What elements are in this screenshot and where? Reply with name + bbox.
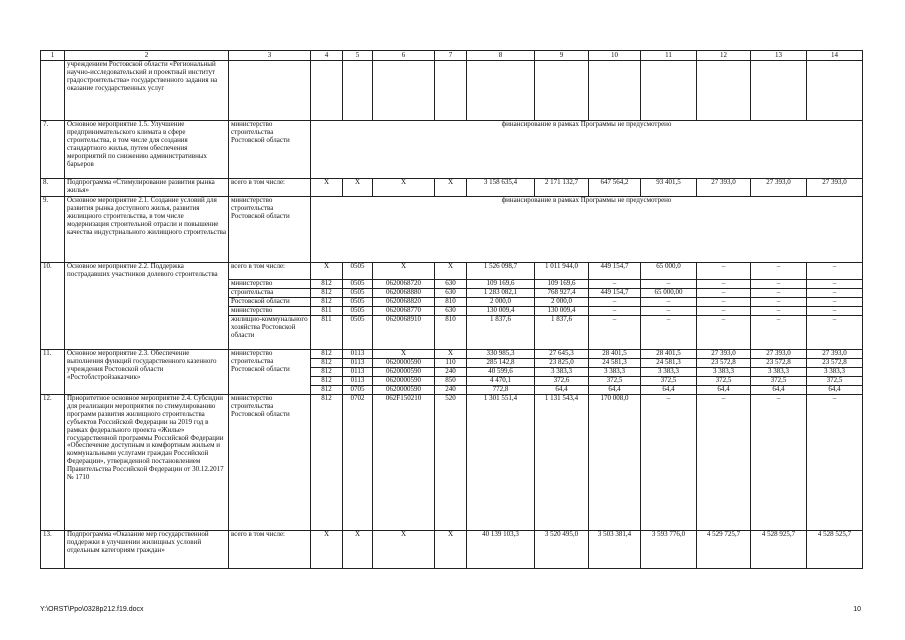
row-name: Подпрограмма «Оказание мер государственной поддержки в улучшении жилищных условий отдельным категориям граждан»	[65, 531, 229, 569]
cell: –	[641, 307, 697, 316]
cell: 630	[435, 280, 467, 289]
cell: 0620000590	[373, 386, 435, 395]
cell: 3 503 381,4	[589, 531, 641, 569]
table-row	[41, 395, 863, 531]
cell: –	[641, 298, 697, 307]
row-name: Основное мероприятие 1.5. Улучшение предпринимательского климата в сфере строительства, в том числе для создания стандартного жилья, путем обеспечения мероприятий по снижению административных барьеров	[65, 121, 229, 179]
cell: 0505	[343, 289, 373, 298]
row-executor: министерство строительства Ростовской области	[229, 121, 311, 179]
cell: 0505	[343, 307, 373, 316]
cell: –	[697, 298, 751, 307]
cell: 1 837,6	[535, 316, 589, 350]
cell: 812	[311, 386, 343, 395]
row-number: 9.	[41, 197, 65, 263]
cell: 109 169,6	[467, 280, 535, 289]
cell: 330 985,3	[467, 350, 535, 359]
cell: Х	[435, 263, 467, 280]
cell: 772,8	[467, 386, 535, 395]
cell: 170 008,0	[589, 395, 641, 531]
cell: 0113	[343, 359, 373, 368]
cell: 24 581,3	[589, 359, 641, 368]
cell: 65 000,0	[641, 263, 697, 280]
cell: Х	[311, 531, 343, 569]
cell: 64,4	[697, 386, 751, 395]
row-number: 13.	[41, 531, 65, 569]
cell: 27 393,0	[751, 350, 807, 359]
row-executor: министерство строительства Ростовской области	[229, 197, 311, 263]
cell: 0113	[343, 350, 373, 359]
cell: 0620068720	[373, 280, 435, 289]
column-number-row	[41, 51, 863, 61]
cell: 0620068770	[373, 307, 435, 316]
row-name: Приоритетное основное мероприятие 2.4. Субсидии для реализации мероприятия по стимулированию программ развития жилищного строительства субъектов Российской Федерации на 2019 год в рамках федерального проекта «Жилье» государственной программы Российской Федерации «Обеспечение доступным и комфортным жильем и коммунальными услугами граждан Российской Федерации», утвержденной постановлением Правительства Российской Федерации от 30.12.2017 № 1710	[65, 395, 229, 531]
cell: –	[697, 307, 751, 316]
cell: 812	[311, 377, 343, 386]
col-number: 1	[41, 51, 65, 61]
cell: Х	[373, 263, 435, 280]
row-executor: министерство	[229, 307, 311, 316]
cell: 0505	[343, 263, 373, 280]
cell: –	[751, 307, 807, 316]
row-number: 12.	[41, 395, 65, 531]
cell: 110	[435, 359, 467, 368]
cell: 64,4	[751, 386, 807, 395]
row-executor: строительства	[229, 289, 311, 298]
cell: –	[807, 289, 863, 298]
cell: 1 837,6	[467, 316, 535, 350]
cell: 2 171 132,7	[535, 179, 589, 197]
cell: 3 383,3	[807, 368, 863, 377]
col-number: 4	[311, 51, 343, 61]
row-executor: всего в том числе:	[229, 531, 311, 569]
cell: 3 383,3	[535, 368, 589, 377]
col-number: 9	[535, 51, 589, 61]
row-executor: министерство	[229, 280, 311, 289]
col-number: 6	[373, 51, 435, 61]
cell: 0620068880	[373, 289, 435, 298]
table-row	[41, 350, 863, 359]
row-number: 8.	[41, 179, 65, 197]
cell: 130 009,4	[467, 307, 535, 316]
cell: 1 283 082,1	[467, 289, 535, 298]
cell: 27 393,0	[807, 179, 863, 197]
cell: 24 581,3	[641, 359, 697, 368]
cell: 372,5	[589, 377, 641, 386]
cell: 3 383,3	[751, 368, 807, 377]
cell: 27 393,0	[751, 179, 807, 197]
cell: 812	[311, 395, 343, 531]
financing-note: финансирование в рамках Программы не предусмотрено	[311, 121, 863, 179]
cell: 64,4	[807, 386, 863, 395]
row-number: 10.	[41, 263, 65, 350]
cell: 0620068820	[373, 298, 435, 307]
cell: 27 645,3	[535, 350, 589, 359]
cell: –	[751, 316, 807, 350]
cell: 812	[311, 350, 343, 359]
cell: 811	[311, 316, 343, 350]
cell: 2 000,0	[467, 298, 535, 307]
cell: –	[807, 298, 863, 307]
cell: –	[697, 316, 751, 350]
cell: 240	[435, 368, 467, 377]
cell: 811	[311, 307, 343, 316]
cell: Х	[311, 263, 343, 280]
cell: 812	[311, 280, 343, 289]
cell: 93 401,5	[641, 179, 697, 197]
cell: 3 383,3	[589, 368, 641, 377]
cell: 0113	[343, 377, 373, 386]
cell: 4 528 925,7	[751, 531, 807, 569]
cell: 3 158 635,4	[467, 179, 535, 197]
cell: 3 383,3	[697, 368, 751, 377]
cell: 1 011 944,0	[535, 263, 589, 280]
cell: 812	[311, 289, 343, 298]
cell: Х	[435, 179, 467, 197]
cell: –	[751, 298, 807, 307]
row-name: Основное мероприятие 2.1. Создание условий для развития рынка доступного жилья, развития жилищного строительства, в том числе модернизация строительной отрасли и повышение качества индустриального жилищного строительства	[65, 197, 229, 263]
cell: Х	[373, 531, 435, 569]
col-number: 7	[435, 51, 467, 61]
cell: 2 000,0	[535, 298, 589, 307]
cell: 23 572,8	[751, 359, 807, 368]
cell: –	[589, 307, 641, 316]
cell: 4 470,1	[467, 377, 535, 386]
table-row	[41, 531, 863, 569]
cell: –	[751, 280, 807, 289]
cell: 850	[435, 377, 467, 386]
cell: 64,4	[535, 386, 589, 395]
cell: 372,5	[807, 377, 863, 386]
cell: 0505	[343, 316, 373, 350]
cell: –	[641, 316, 697, 350]
cell: 0705	[343, 386, 373, 395]
cell: 23 825,0	[535, 359, 589, 368]
col-number: 8	[467, 51, 535, 61]
cell: 810	[435, 298, 467, 307]
cell: –	[751, 263, 807, 280]
cell: 630	[435, 307, 467, 316]
table-row	[41, 263, 863, 280]
cell: –	[641, 395, 697, 531]
cell: 27 393,0	[807, 350, 863, 359]
cell: 3 593 776,0	[641, 531, 697, 569]
cell: –	[589, 280, 641, 289]
col-number: 3	[229, 51, 311, 61]
col-number: 11	[641, 51, 697, 61]
cell: 372,6	[535, 377, 589, 386]
cell: Х	[435, 350, 467, 359]
cell: 449 154,7	[589, 263, 641, 280]
row-executor: жилищно-коммунального хозяйства Ростовской области	[229, 316, 311, 350]
row-executor: министерство строительства Ростовской области	[229, 395, 311, 531]
cell: 372,5	[697, 377, 751, 386]
cell: 109 169,6	[535, 280, 589, 289]
cell: 449 154,7	[589, 289, 641, 298]
cell: 0702	[343, 395, 373, 531]
row-number: 11.	[41, 350, 65, 395]
cell: 1 526 098,7	[467, 263, 535, 280]
table-row	[41, 121, 863, 179]
cell: 27 393,0	[697, 179, 751, 197]
col-number: 12	[697, 51, 751, 61]
cell: –	[807, 316, 863, 350]
cell: 0620000590	[373, 359, 435, 368]
row-executor: всего в том числе:	[229, 263, 311, 280]
cell: 40 139 103,3	[467, 531, 535, 569]
cell: 64,4	[589, 386, 641, 395]
col-number: 5	[343, 51, 373, 61]
row-executor: министерство строительства Ростовской области	[229, 350, 311, 395]
cell: –	[697, 280, 751, 289]
col-number: 2	[65, 51, 229, 61]
row-name: учреждением Ростовской области «Региональный научно-исследовательский и проектный институт градостроительства» государственного задания на оказание государственных услуг	[65, 61, 229, 121]
cell: 27 393,0	[697, 350, 751, 359]
cell: 0505	[343, 280, 373, 289]
cell: –	[807, 280, 863, 289]
cell: –	[697, 289, 751, 298]
cell: Х	[373, 350, 435, 359]
cell: 130 009,4	[535, 307, 589, 316]
cell: 812	[311, 368, 343, 377]
cell: –	[807, 263, 863, 280]
cell: Х	[343, 179, 373, 197]
row-number: 7.	[41, 121, 65, 179]
row-executor: всего в том числе:	[229, 179, 311, 197]
cell: 4 529 725,7	[697, 531, 751, 569]
file-path: Y:\ORST\Ppo\0328p212.f19.docx	[40, 606, 144, 613]
row-name: Основное мероприятие 2.2. Поддержка пострадавших участников долевого строительства	[65, 263, 229, 350]
cell: 768 927,4	[535, 289, 589, 298]
cell: 3 520 495,0	[535, 531, 589, 569]
cell: Х	[311, 179, 343, 197]
cell: 810	[435, 316, 467, 350]
cell: –	[751, 395, 807, 531]
table-row	[41, 197, 863, 263]
cell: 372,5	[751, 377, 807, 386]
cell: 647 564,2	[589, 179, 641, 197]
cell: –	[751, 289, 807, 298]
cell: Х	[435, 531, 467, 569]
cell: 0505	[343, 298, 373, 307]
budget-table	[40, 50, 863, 569]
table-row	[41, 179, 863, 197]
cell: 285 142,8	[467, 359, 535, 368]
cell: –	[697, 395, 751, 531]
page-number: 10	[853, 606, 861, 613]
cell: 062F150210	[373, 395, 435, 531]
col-number: 14	[807, 51, 863, 61]
cell: 1 131 543,4	[535, 395, 589, 531]
col-number: 13	[751, 51, 807, 61]
cell: 0620000590	[373, 377, 435, 386]
cell: –	[807, 395, 863, 531]
cell: –	[589, 316, 641, 350]
cell: 0620068910	[373, 316, 435, 350]
cell: 520	[435, 395, 467, 531]
cell: 28 401,5	[589, 350, 641, 359]
cell: 372,5	[641, 377, 697, 386]
cell: 240	[435, 386, 467, 395]
cell: 1 301 551,4	[467, 395, 535, 531]
row-executor: Ростовской области	[229, 298, 311, 307]
cell: –	[641, 280, 697, 289]
cell: 4 528 525,7	[807, 531, 863, 569]
cell: 630	[435, 289, 467, 298]
cell: 65 000,00	[641, 289, 697, 298]
cell: –	[697, 263, 751, 280]
cell: 23 572,8	[697, 359, 751, 368]
cell: 28 401,5	[641, 350, 697, 359]
cell: 3 383,3	[641, 368, 697, 377]
row-name: Подпрограмма «Стимулирование развития рынка жилья»	[65, 179, 229, 197]
cell: 64,4	[641, 386, 697, 395]
cell: –	[589, 298, 641, 307]
cell: 812	[311, 298, 343, 307]
row-name: Основное мероприятие 2.3. Обеспечение выполнения функций государственного казенного учреждения Ростовской области «Ростоблстройзаказчик»	[65, 350, 229, 395]
cell: Х	[343, 531, 373, 569]
cell: 23 572,8	[807, 359, 863, 368]
cell: 0620000590	[373, 368, 435, 377]
table-row	[41, 61, 863, 121]
cell: –	[807, 307, 863, 316]
cell: 812	[311, 359, 343, 368]
cell: 40 599,6	[467, 368, 535, 377]
cell: Х	[373, 179, 435, 197]
financing-note: финансирование в рамках Программы не предусмотрено	[311, 197, 863, 263]
col-number: 10	[589, 51, 641, 61]
cell: 0113	[343, 368, 373, 377]
